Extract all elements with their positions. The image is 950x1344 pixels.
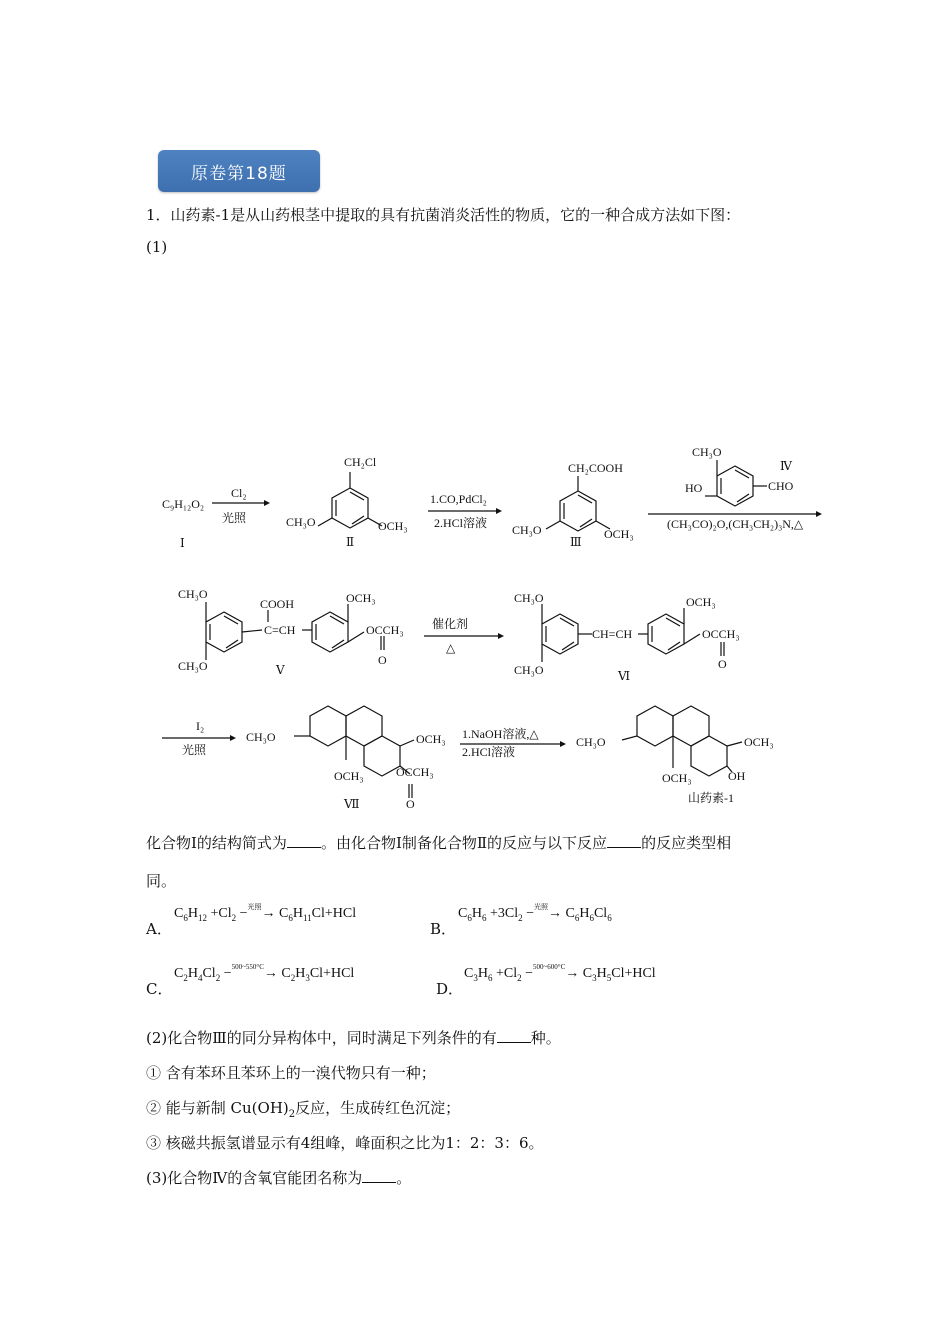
- answer-blank[interactable]: [362, 1181, 396, 1183]
- P-och3-bot: OCH₃: [662, 771, 692, 785]
- option-C-equation: $C_2H_4Cl_2 -^{500\sim 550^\circ C}\to C_2H_3Cl+HCl$: [174, 963, 355, 983]
- V-ch3o-bot: CH₃O: [178, 659, 208, 673]
- ring-VII-a: [310, 706, 346, 746]
- question-intro: 1．山药素-1是从山药根茎中提取的具有抗菌消炎活性的物质，它的一种合成方法如下图：: [146, 206, 741, 224]
- q1-text-cont: 同。: [146, 872, 177, 890]
- III-och3: OCH₃: [604, 527, 634, 541]
- ring-V-right: [312, 612, 348, 652]
- VI-och3: OCH₃: [686, 595, 716, 609]
- formula-C9H12O2: C₉H₁₂O₂: [162, 497, 205, 511]
- VII-o: O: [406, 797, 415, 811]
- r1-bot: 光照: [222, 511, 247, 525]
- r5-top: I₂: [196, 719, 205, 733]
- VII-och3-bot: OCH₃: [334, 769, 364, 783]
- option-C-label: C．: [146, 980, 173, 998]
- label-III: Ⅲ: [570, 535, 582, 549]
- VII-occh3: OCCH₃: [396, 765, 434, 779]
- VI-ch3o-top: CH₃O: [514, 591, 544, 605]
- V-occh3: OCCH₃: [366, 623, 404, 637]
- r5-bot: 光照: [182, 743, 207, 757]
- ring-IV: [717, 466, 753, 506]
- IV-ch3o: CH₃O: [692, 445, 722, 459]
- III-ch3o: CH₃O: [512, 523, 542, 537]
- ring-II: [332, 488, 368, 528]
- ring-product-b: [673, 706, 709, 746]
- ring-VI-right: [648, 614, 684, 654]
- r3-bot: (CH₃CO)₂O,(CH₃CH₂)₃N,△: [667, 517, 804, 531]
- answer-blank[interactable]: [287, 846, 321, 848]
- ring-VI-left: [542, 614, 578, 654]
- q3-text: (3)化合物Ⅳ的含氧官能团名称为 。: [146, 1169, 412, 1187]
- VII-ch3o: CH₃O: [246, 730, 276, 744]
- VII-och3: OCH₃: [416, 732, 446, 746]
- VI-ch3o-bot: CH₃O: [514, 663, 544, 677]
- option-B-label: B．: [430, 920, 457, 938]
- r2-bot: 2.HCl溶液: [434, 516, 488, 530]
- II-ch2cl: CH₂Cl: [344, 455, 377, 469]
- option-A-label: A．: [146, 920, 172, 938]
- r6-bot: 2.HCl溶液: [462, 745, 516, 759]
- option-D-equation: $C_3H_6 +Cl_2 -^{500\sim 600^\circ C}\to C_3H_5Cl+HCl$: [464, 963, 656, 983]
- part1-label: (1): [146, 238, 168, 256]
- label-I: Ⅰ: [180, 536, 185, 550]
- IV-cho: CHO: [768, 479, 794, 493]
- label-VII: Ⅶ: [344, 797, 360, 811]
- option-A-equation: $C_6H_{12} +Cl_2 -^{光照}\to C_6H_{11}Cl+HCl$: [174, 903, 357, 923]
- VI-o: O: [718, 657, 727, 671]
- V-och3: OCH₃: [346, 591, 376, 605]
- r4-bot: △: [446, 641, 456, 655]
- VI-occh3: OCCH₃: [702, 627, 740, 641]
- II-ch3o: CH₃O: [286, 515, 316, 529]
- ring-III: [560, 491, 596, 531]
- condition-3: ③ 核磁共振氢谱显示有4组峰，峰面积之比为1：2：3：6。: [146, 1134, 544, 1152]
- VI-chch: CH=CH: [592, 627, 633, 641]
- V-o: O: [378, 653, 387, 667]
- ring-VII-b: [346, 706, 382, 746]
- r1-top: Cl₂: [231, 486, 247, 500]
- IV-ho: HO: [685, 481, 703, 495]
- III-ch2cooh: CH₂COOH: [568, 461, 623, 475]
- II-och3: OCH₃: [378, 519, 408, 533]
- ring-product-c: [691, 736, 727, 776]
- label-IV: Ⅳ: [780, 459, 792, 473]
- V-ccheq: C=CH: [264, 623, 296, 637]
- option-D-label: D．: [436, 980, 464, 998]
- r6-top: 1.NaOH溶液,△: [462, 727, 539, 741]
- r2-top: 1.CO,PdCl₂: [430, 492, 487, 506]
- product-name: 山药素-1: [688, 791, 734, 805]
- q1-text: 化合物Ⅰ的结构简式为 。由化合物Ⅰ制备化合物Ⅱ的反应与以下反应 的反应类型相: [146, 834, 732, 852]
- question-source-badge: 原卷第18题: [158, 150, 320, 192]
- label-II: Ⅱ: [346, 535, 355, 549]
- P-oh: OH: [728, 769, 746, 783]
- r4-top: 催化剂: [432, 617, 469, 631]
- ring-VII-c: [364, 736, 400, 776]
- P-ch3o: CH₃O: [576, 735, 606, 749]
- ring-V-left: [206, 612, 242, 652]
- ring-product-a: [637, 706, 673, 746]
- condition-2: ② 能与新制 $Cu(OH)_2$反应，生成砖红色沉淀；: [146, 1099, 461, 1120]
- label-VI: Ⅵ: [618, 669, 631, 683]
- option-B-equation: $C_6H_6 +3Cl_2 -^{光照}\to C_6H_6Cl_6$: [458, 903, 612, 923]
- q2-text: (2)化合物Ⅲ的同分异构体中，同时满足下列条件的有 种。: [146, 1029, 561, 1047]
- answer-blank[interactable]: [607, 846, 641, 848]
- answer-blank[interactable]: [497, 1041, 531, 1043]
- V-ch3o-top: CH₃O: [178, 587, 208, 601]
- V-cooh: COOH: [260, 597, 295, 611]
- label-V: Ⅴ: [276, 663, 285, 677]
- condition-1: ① 含有苯环且苯环上的一溴代物只有一种；: [146, 1064, 436, 1082]
- P-och3: OCH₃: [744, 735, 774, 749]
